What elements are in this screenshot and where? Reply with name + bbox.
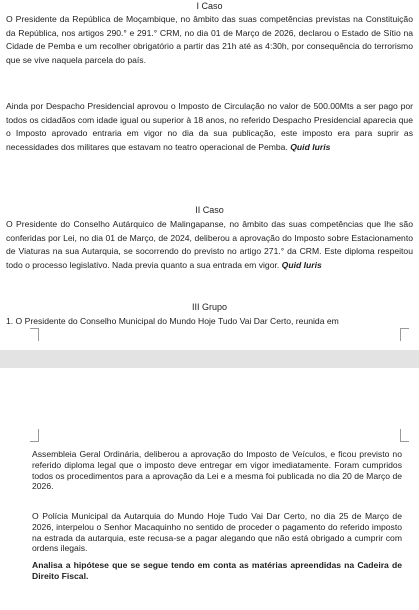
group-3-item-1-start: 1. O Presidente do Conselho Municipal do Mundo Hoje Tudo Vai Dar Certo, reunida em bbox=[6, 316, 339, 326]
group-3-item-1-continuation: Assembleia Geral Ordinária, deliberou a aprovação do Imposto de Veículos, e ficou previsto no referido diploma legal que o imposto deve entregar em vigor imediatamente. Foram cumpridos todos os procedimentos para a aprovação da Lei e a mesma foi publicada no dia 20 de Março de 2026. bbox=[32, 449, 402, 492]
page-margin-mark-top-left bbox=[30, 328, 39, 341]
page-separator bbox=[0, 350, 419, 368]
group-3-instruction: Analisa a hipótese que se segue tendo em conta as matérias apreendidas na Cadeira de Direito Fiscal. bbox=[32, 560, 402, 581]
case-1-quid-iuris: Quid Iuris bbox=[290, 141, 331, 152]
case-2-paragraph bbox=[0, 218, 419, 272]
case-1-paragraph-2 bbox=[0, 100, 419, 154]
case-1-heading: I Caso bbox=[196, 1, 223, 11]
page-margin-mark-bottom-left bbox=[30, 429, 39, 442]
group-3-item-2: O Polícia Municipal da Autarquia do Mundo Hoje Tudo Vai Dar Certo, no dia 25 de Março de 2026, interpelou o Senhor Macaquinho no sentido de proceder o pagamento do referido imposto na estrada da autarquia, este recusa-se a pagar alegando que não está obrigado a cumprir com ordens ilegais. bbox=[32, 511, 402, 554]
page-margin-mark-bottom-right bbox=[400, 429, 409, 442]
case-2-quid-iuris: Quid Iuris bbox=[281, 259, 322, 270]
case-1-paragraph-1: O Presidente da República de Moçambique, no âmbito das suas competências previstas na Constituição da República, nos artigos 290.° e 291.° CRM, no dia 01 de Março de 2026, declarou o Estado de Sítio na Cidade de Pemba e um recolher obrigatório a partir das 21h até as 4:30h, por consequência do terrorismo que se vive naquela parcela do país. bbox=[6, 14, 413, 65]
case-2-paragraph-text: O Presidente do Conselho Autárquico de Malingapanse, no âmbito das suas competências que lhe são conferidas por Lei, no dia 01 de Março, de 2024, deliberou a aprovação do Imposto sobre Estacionamento de Viaturas na sua Autarquia, se socorrendo do previsto no artigo 271.° da CRM. Este diploma respeitou todo o processo legislativo. Nada previa quanto a sua entrada em vigor. bbox=[6, 219, 413, 270]
case-2-heading: II Caso bbox=[195, 205, 224, 215]
group-3-heading: III Grupo bbox=[191, 302, 227, 312]
case-1-paragraph-2-text: Ainda por Despacho Presidencial aprovou o Imposto de Circulação no valor de 500.00Mts a ser pago por todos os cidadãos com idade igual ou superior à 18 anos, no referido Despacho Presidencial aparecia que o Imposto aprovado entraria em vigor no dia da sua publicação, este imposto era para suprir as necessidades dos militares que estavam no teatro operacional de Pemba. bbox=[6, 101, 413, 152]
page-margin-mark-top-right bbox=[400, 328, 409, 341]
